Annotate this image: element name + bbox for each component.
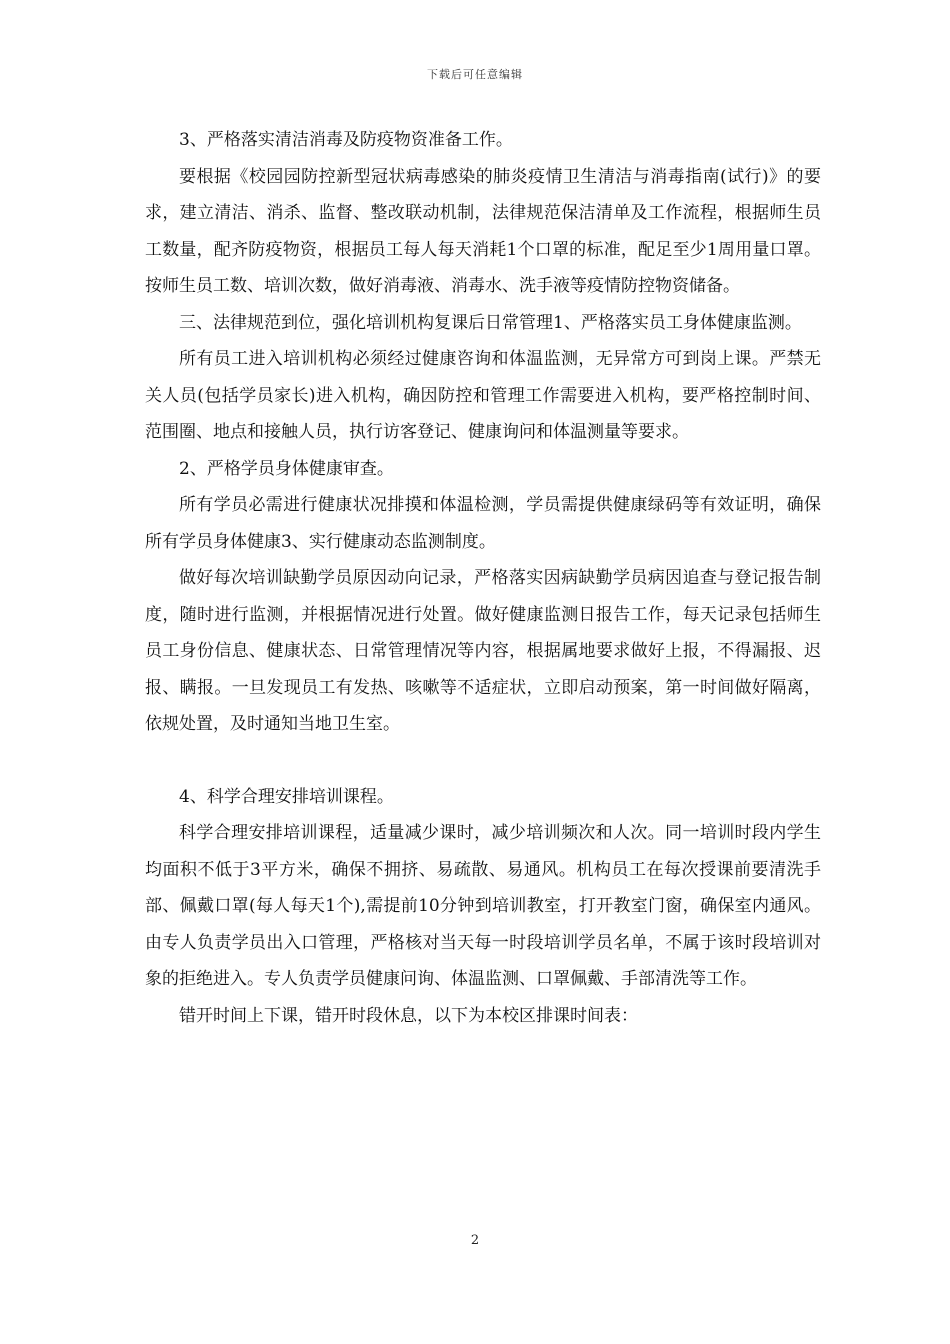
paragraph-gap — [145, 743, 821, 779]
paragraph-part-3-heading: 三、法律规范到位，强化培训机构复课后日常管理1、严格落实员工身体健康监测。 — [179, 312, 802, 333]
paragraph-item-4-heading: 4、科学合理安排培训课程。 — [179, 786, 394, 807]
paragraph-absence-monitoring: 做好每次培训缺勤学员原因动向记录，严格落实因病缺勤学员病因追查与登记报告制度，随时进行监测，并根据情况进行处置。做好健康监测日报告工作，每天记录包括师生员工身份信息、健康状态、日常管理情况等内容，根据属地要求做好上报，不得漏报、迟报、瞒报。一旦发现员工有发热、咳嗽等不适症状，立即启动预案，第一时间做好隔离，依规处置，及时通知当地卫生室。 — [145, 568, 821, 734]
page-header: 下载后可任意编辑 — [427, 68, 523, 81]
paragraph-staff-health-check: 所有员工进入培训机构必须经过健康咨询和体温监测，无异常方可到岗上课。严禁无关人员(包括学员家长)进入机构，确因防控和管理工作需要进入机构，要严格控制时间、范围圈、地点和接触人员，执行访客登记、健康询问和体温测量等要求。 — [145, 349, 821, 442]
paragraph-item-2-heading: 2、严格学员身体健康审查。 — [179, 458, 394, 479]
paragraph-student-health-check: 所有学员必需进行健康状况排摸和体温检测，学员需提供健康绿码等有效证明，确保所有学员身体健康3、实行健康动态监测制度。 — [145, 495, 821, 552]
document-body — [145, 122, 821, 1034]
paragraph-schedule-intro: 错开时间上下课，错开时段休息，以下为本校区排课时间表： — [179, 1005, 638, 1026]
paragraph-section-3-heading: 3、严格落实清洁消毒及防疫物资准备工作。 — [179, 130, 513, 150]
page-number: 2 — [470, 1233, 480, 1248]
paragraph-course-arrangement: 科学合理安排培训课程，适量减少课时，减少培训频次和人次。同一培训时段内学生均面积不低于3平方米，确保不拥挤、易疏散、易通风。机构员工在每次授课前要清洗手部、佩戴口罩(每人每天1个),需提前10分钟到培训教室，打开教室门窗，确保室内通风。由专人负责学员出入口管理，严格核对当天每一时段培训学员名单，不属于该时段培训对象的拒绝进入。专人负责学员健康问询、体温监测、口罩佩戴、手部清洗等工作。 — [145, 823, 821, 989]
paragraph-disinfection-guide: 要根据《校园园防控新型冠状病毒感染的肺炎疫情卫生清洁与消毒指南(试行)》的要求，建立清洁、消杀、监督、整改联动机制，法律规范保洁清单及工作流程，根据师生员工数量，配齐防疫物资，根据员工每人每天消耗1个口罩的标准，配足至少1周用量口罩。按师生员工数、培训次数，做好消毒液、消毒水、洗手液等疫情防控物资储备。 — [145, 166, 821, 296]
